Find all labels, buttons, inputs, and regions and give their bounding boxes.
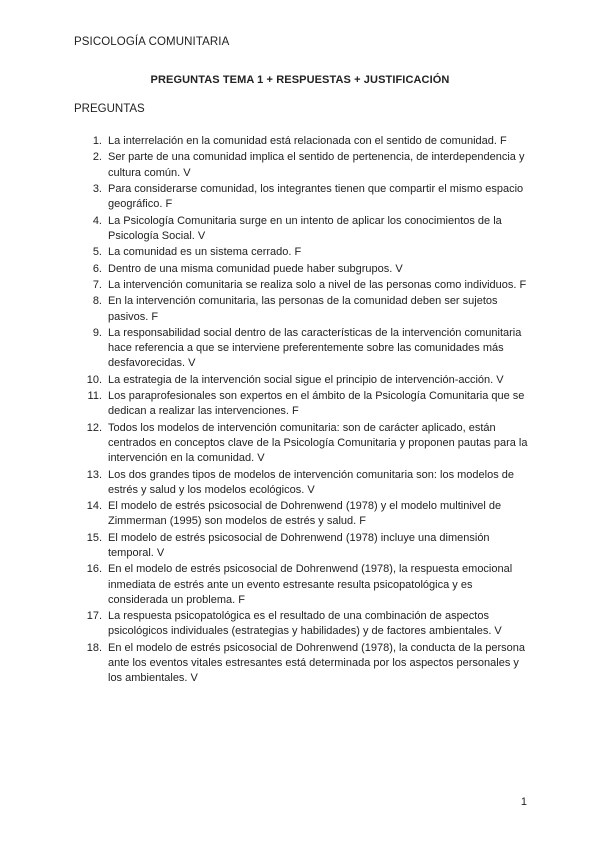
question-text: La intervención comunitaria se realiza solo a nivel de las personas como individuos. F bbox=[108, 278, 527, 291]
question-text: El modelo de estrés psicosocial de Dohrenwend (1978) y el modelo multinivel de Zimmerman (1995) son modelos de estrés y salud. F bbox=[108, 500, 502, 528]
list-item bbox=[74, 262, 532, 277]
question-text: Todos los modelos de intervención comunitaria: son de carácter aplicado, están centrados en conceptos clave de la Psicología Comunitaria y proponen pautas para la intervención en la comunidad. V bbox=[108, 421, 528, 465]
list-item bbox=[74, 641, 532, 687]
question-number: 7. bbox=[92, 278, 102, 291]
list-item bbox=[74, 245, 532, 260]
question-number: 10. bbox=[86, 373, 102, 386]
question-text: Los dos grandes tipos de modelos de intervención comunitaria son: los modelos de estrés y salud y los modelos ecológicos. V bbox=[108, 468, 515, 496]
list-item bbox=[74, 326, 532, 372]
question-text: La responsabilidad social dentro de las características de la intervención comunitaria hace referencia a que se interviene preferentemente sobre las comunidades más desfavorecidas. V bbox=[108, 326, 522, 370]
section-label: PREGUNTAS bbox=[74, 103, 145, 115]
question-text: Para considerarse comunidad, los integrantes tienen que compartir el mismo espacio geográfico. F bbox=[108, 182, 524, 211]
list-item bbox=[74, 531, 532, 561]
question-number: 6. bbox=[92, 262, 102, 275]
question-number: 5. bbox=[92, 246, 102, 259]
question-text: La Psicología Comunitaria surge en un intento de aplicar los conocimientos de la Psicología Social. V bbox=[108, 214, 502, 242]
question-number: 1. bbox=[92, 135, 102, 147]
list-item bbox=[74, 134, 532, 149]
question-text: La interrelación en la comunidad está relacionada con el sentido de comunidad. F bbox=[108, 135, 507, 147]
question-number: 9. bbox=[92, 326, 102, 339]
question-text: Los paraprofesionales son expertos en el ámbito de la Psicología Comunitaria que se dedican a realizar las intervenciones. F bbox=[108, 390, 525, 418]
question-number: 17. bbox=[86, 610, 102, 623]
question-text: La comunidad es un sistema cerrado. F bbox=[108, 246, 302, 259]
list-item bbox=[74, 562, 532, 608]
question-text: El modelo de estrés psicosocial de Dohrenwend (1978) incluye una dimensión temporal. V bbox=[108, 531, 490, 559]
page-number: 1 bbox=[520, 796, 527, 808]
question-number: 11. bbox=[87, 390, 102, 403]
list-item bbox=[74, 373, 532, 388]
question-number: 4. bbox=[92, 214, 102, 227]
list-item bbox=[74, 468, 532, 498]
question-text: Ser parte de una comunidad implica el sentido de pertenencia, de interdependencia y cultura común. V bbox=[108, 151, 525, 179]
question-number: 13. bbox=[86, 468, 102, 481]
question-text: En la intervención comunitaria, las personas de la comunidad deben ser sujetos pasivos. F bbox=[108, 295, 498, 323]
list-item bbox=[74, 150, 532, 180]
question-text: Dentro de una misma comunidad puede haber subgrupos. V bbox=[108, 262, 403, 275]
list-item bbox=[74, 609, 532, 639]
list-item bbox=[74, 182, 532, 212]
list-item bbox=[74, 214, 532, 244]
question-number: 3. bbox=[92, 182, 102, 195]
question-number: 2. bbox=[92, 151, 102, 164]
question-number: 8. bbox=[92, 295, 102, 308]
question-text: En el modelo de estrés psicosocial de Dohrenwend (1978), la conducta de la persona ante los eventos vitales estresantes está determinada por los aspectos personales y los ambientales. V bbox=[108, 641, 526, 685]
list-item bbox=[74, 389, 532, 419]
list-item bbox=[74, 499, 532, 529]
document-header: PSICOLOGÍA COMUNITARIA bbox=[74, 36, 230, 48]
question-number: 16. bbox=[86, 563, 102, 576]
question-text: La estrategia de la intervención social sigue el principio de intervención-acción. V bbox=[108, 373, 504, 386]
list-item bbox=[74, 421, 532, 467]
list-item bbox=[74, 294, 532, 324]
question-list bbox=[74, 134, 532, 687]
question-number: 18. bbox=[86, 641, 102, 654]
question-text: En el modelo de estrés psicosocial de Dohrenwend (1978), la respuesta emocional inmediata de estrés ante un evento estresante resulta psicopatológica y es considerada un problema. F bbox=[108, 563, 513, 606]
document-title: PREGUNTAS TEMA 1 + RESPUESTAS + JUSTIFICACIÓN bbox=[150, 74, 450, 86]
question-text: La respuesta psicopatológica es el resultado de una combinación de aspectos psicológicos individuales (estrategias y habilidades) y de factores ambientales. V bbox=[108, 610, 502, 638]
question-number: 14. bbox=[86, 500, 102, 513]
question-number: 12. bbox=[86, 421, 102, 434]
list-item bbox=[74, 278, 532, 293]
question-number: 15. bbox=[86, 531, 102, 544]
